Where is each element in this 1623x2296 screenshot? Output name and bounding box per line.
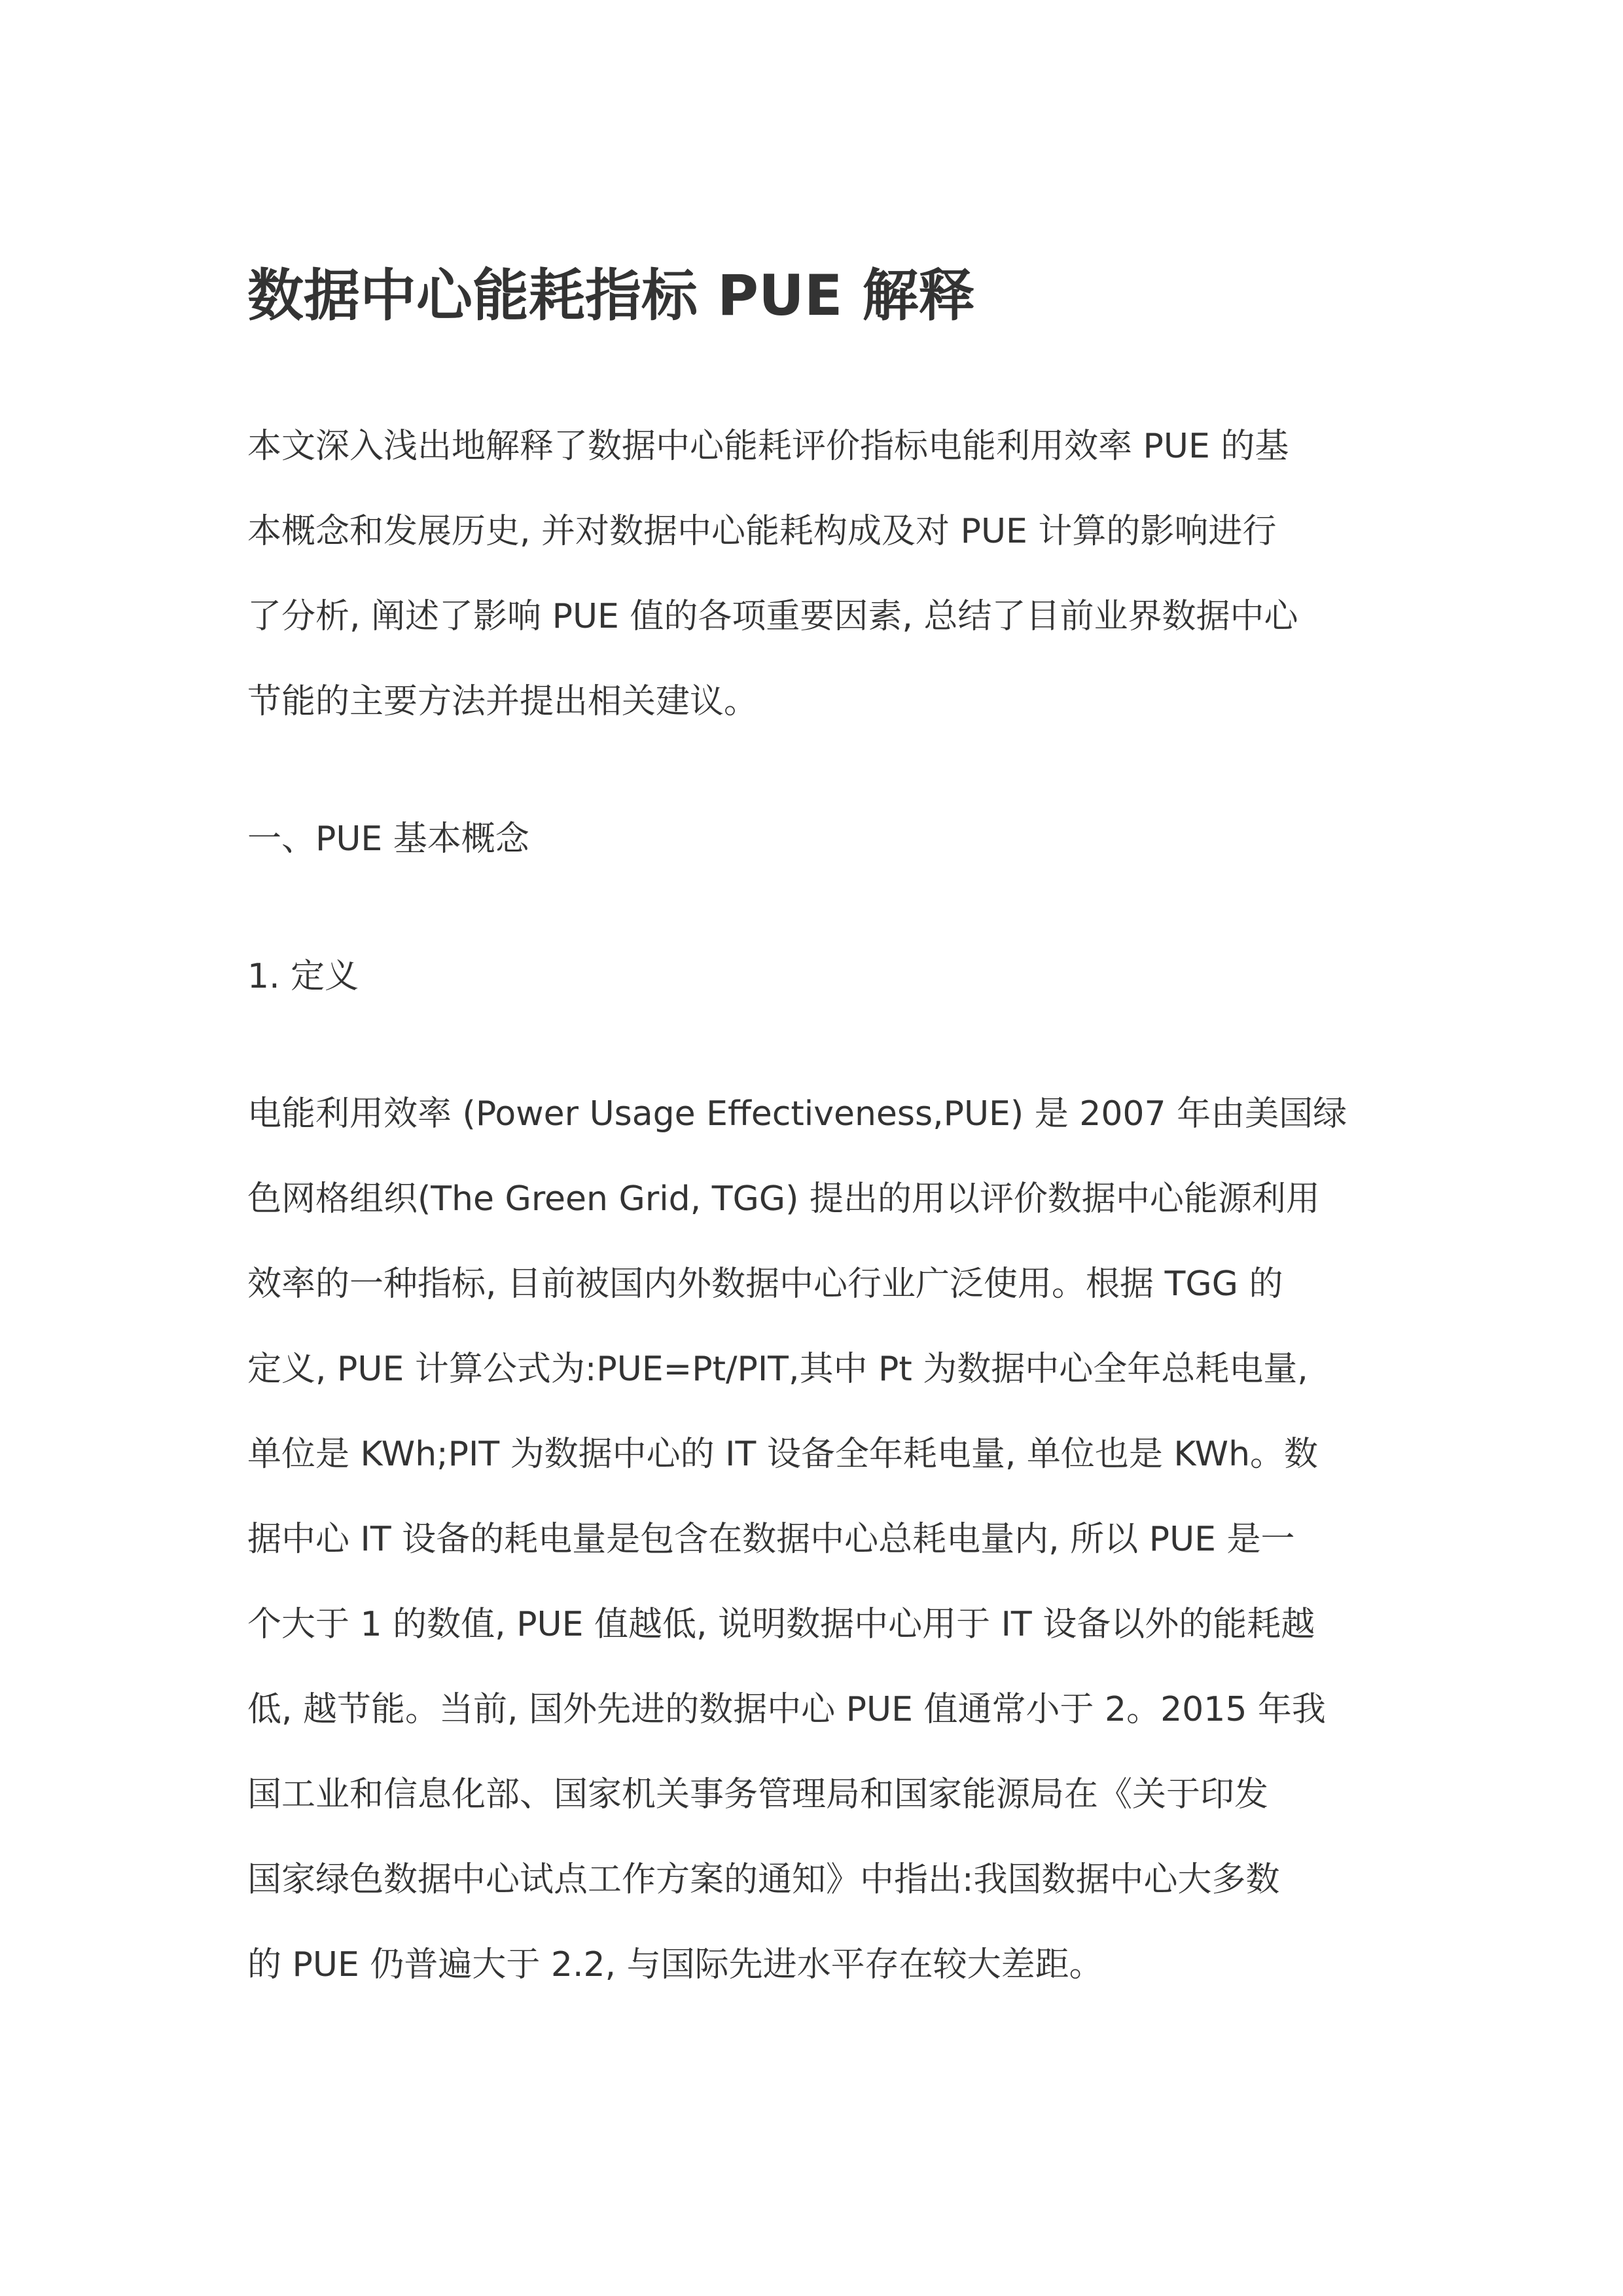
body-line: 色网格组织(The Green Grid, TGG) 提出的用以评价数据中心能源利用 (247, 1179, 1320, 1219)
body-line: 定义, PUE 计算公式为:PUE=Pt/PIT,其中 Pt 为数据中心全年总耗电量, (247, 1350, 1308, 1389)
body-line: 单位是 KWh;PIT 为数据中心的 IT 设备全年耗电量, 单位也是 KWh。数 (247, 1435, 1319, 1474)
body-line: 个大于 1 的数值, PUE 值越低, 说明数据中心用于 IT 设备以外的能耗越 (247, 1605, 1315, 1644)
document-title: 数据中心能耗指标 PUE 解释 (247, 263, 975, 329)
section-heading: 一、PUE 基本概念 (247, 819, 529, 859)
body-line: 据中心 IT 设备的耗电量是包含在数据中心总耗电量内, 所以 PUE 是一 (247, 1520, 1295, 1559)
body-line: 国家绿色数据中心试点工作方案的通知》中指出:我国数据中心大多数 (247, 1860, 1280, 1899)
subsection-heading: 1. 定义 (247, 957, 359, 996)
body-line: 低, 越节能。当前, 国外先进的数据中心 PUE 值通常小于 2。2015 年我 (247, 1690, 1326, 1729)
body-line: 效率的一种指标, 目前被国内外数据中心行业广泛使用。根据 TGG 的 (247, 1265, 1283, 1304)
intro-line: 本概念和发展历史, 并对数据中心能耗构成及对 PUE 计算的影响进行 (247, 512, 1277, 551)
intro-line: 了分析, 阐述了影响 PUE 值的各项重要因素, 总结了目前业界数据中心 (247, 597, 1298, 636)
intro-line: 节能的主要方法并提出相关建议。 (247, 682, 758, 721)
body-line: 电能利用效率 (Power Usage Effectiveness,PUE) 是 2007 年由美国绿 (247, 1094, 1347, 1134)
body-line: 国工业和信息化部、国家机关事务管理局和国家能源局在《关于印发 (247, 1775, 1269, 1814)
body-line: 的 PUE 仍普遍大于 2.2, 与国际先进水平存在较大差距。 (247, 1945, 1103, 1984)
intro-line: 本文深入浅出地解释了数据中心能耗评价指标电能利用效率 PUE 的基 (247, 427, 1289, 466)
